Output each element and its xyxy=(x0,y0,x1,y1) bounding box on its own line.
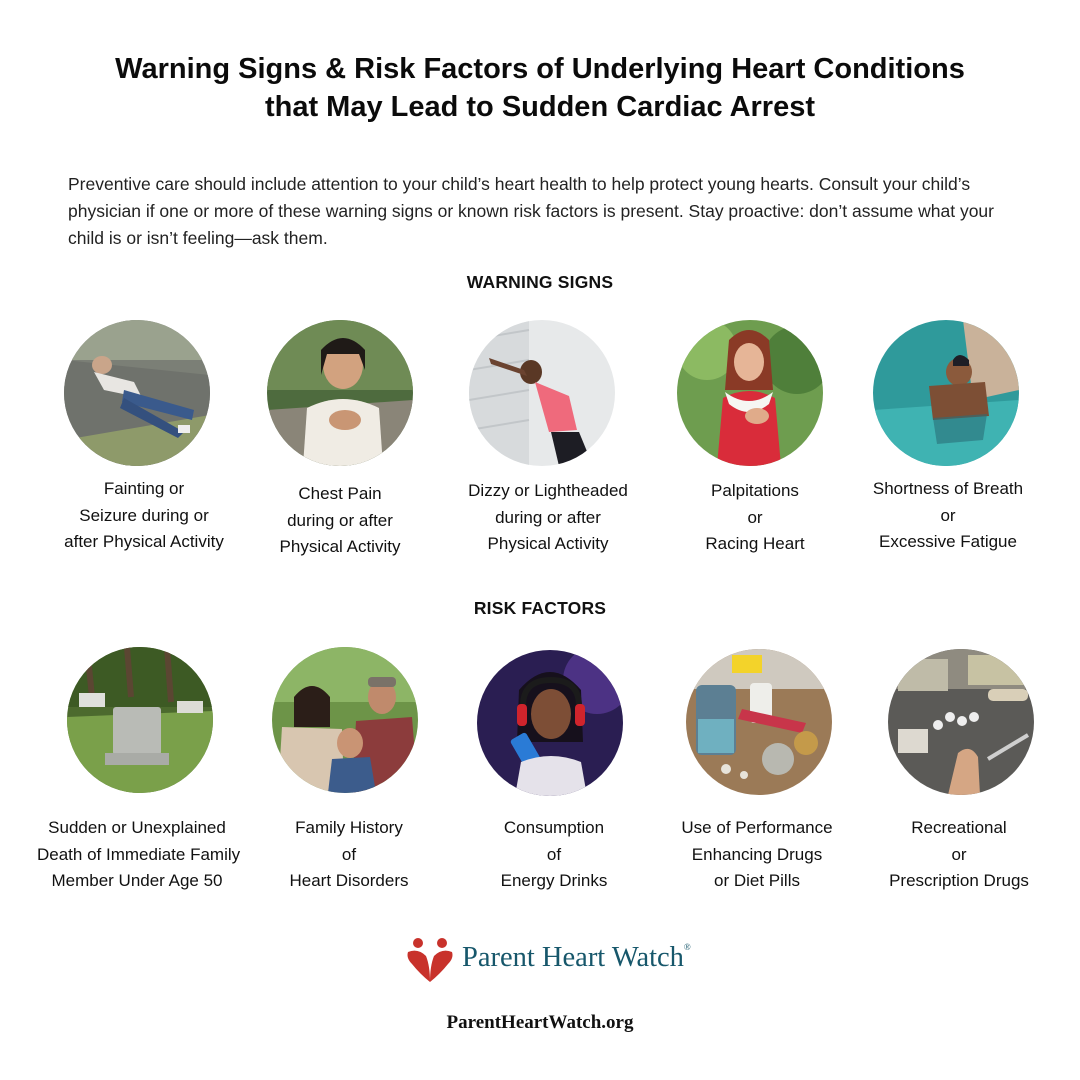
warning-caption-palpitations: Palpitations or Racing Heart xyxy=(705,481,805,553)
risk-photo-energy-drinks xyxy=(477,650,623,796)
risk-photo-drugs xyxy=(888,649,1034,795)
warning-photo-chest-pain xyxy=(267,320,413,466)
warning-caption-dizzy: Dizzy or Lightheaded during or after Physical Activity xyxy=(468,481,628,553)
risk-caption-performance-drugs: Use of Performance Enhancing Drugs or Diet Pills xyxy=(681,818,833,890)
risk-factors-heading: RISK FACTORS xyxy=(473,598,607,618)
warning-signs-heading: WARNING SIGNS xyxy=(466,272,614,292)
warning-photo-shortness-of-breath xyxy=(873,320,1019,466)
title-line-1: Warning Signs & Risk Factors of Underlying Heart Conditions xyxy=(115,53,965,85)
risk-photo-headstone xyxy=(67,647,213,793)
parent-heart-watch-logo xyxy=(404,936,704,986)
warning-photo-palpitations xyxy=(677,320,823,466)
risk-caption-family-history: Family History of Heart Disorders xyxy=(289,818,409,890)
warning-caption-shortness-of-breath: Shortness of Breath or Excessive Fatigue xyxy=(872,479,1024,551)
logo-wordmark: Parent Heart Watch® xyxy=(462,942,691,973)
two-figures-heart-icon xyxy=(404,936,456,986)
risk-caption-family-death: Sudden or Unexplained Death of Immediate Family Member Under Age 50 xyxy=(37,818,241,890)
intro-line-3: child is or isn’t feeling—ask them. xyxy=(68,228,328,248)
title-line-2: that May Lead to Sudden Cardiac Arrest xyxy=(264,91,816,123)
intro-line-2: physician if one or more of these warning signs or known risk factors is present. Stay proactive: don’t assume what your xyxy=(68,201,994,221)
warning-caption-chest-pain: Chest Pain during or after Physical Activity xyxy=(279,484,401,556)
page-title xyxy=(60,50,1020,126)
intro-line-1: Preventive care should include attention to your child’s heart health to help protect young hearts. Consult your child’s xyxy=(68,174,971,194)
intro-paragraph xyxy=(68,171,1028,252)
website-url[interactable]: ParentHeartWatch.org xyxy=(446,1012,634,1033)
warning-caption-fainting: Fainting or Seizure during or after Physical Activity xyxy=(64,479,224,551)
warning-photo-fainting xyxy=(64,320,210,466)
risk-caption-energy-drinks: Consumption of Energy Drinks xyxy=(500,818,608,890)
risk-photo-family xyxy=(272,647,418,793)
warning-photo-dizzy xyxy=(469,320,615,466)
risk-photo-pills xyxy=(686,649,832,795)
risk-caption-recreational-drugs: Recreational or Prescription Drugs xyxy=(889,818,1029,890)
